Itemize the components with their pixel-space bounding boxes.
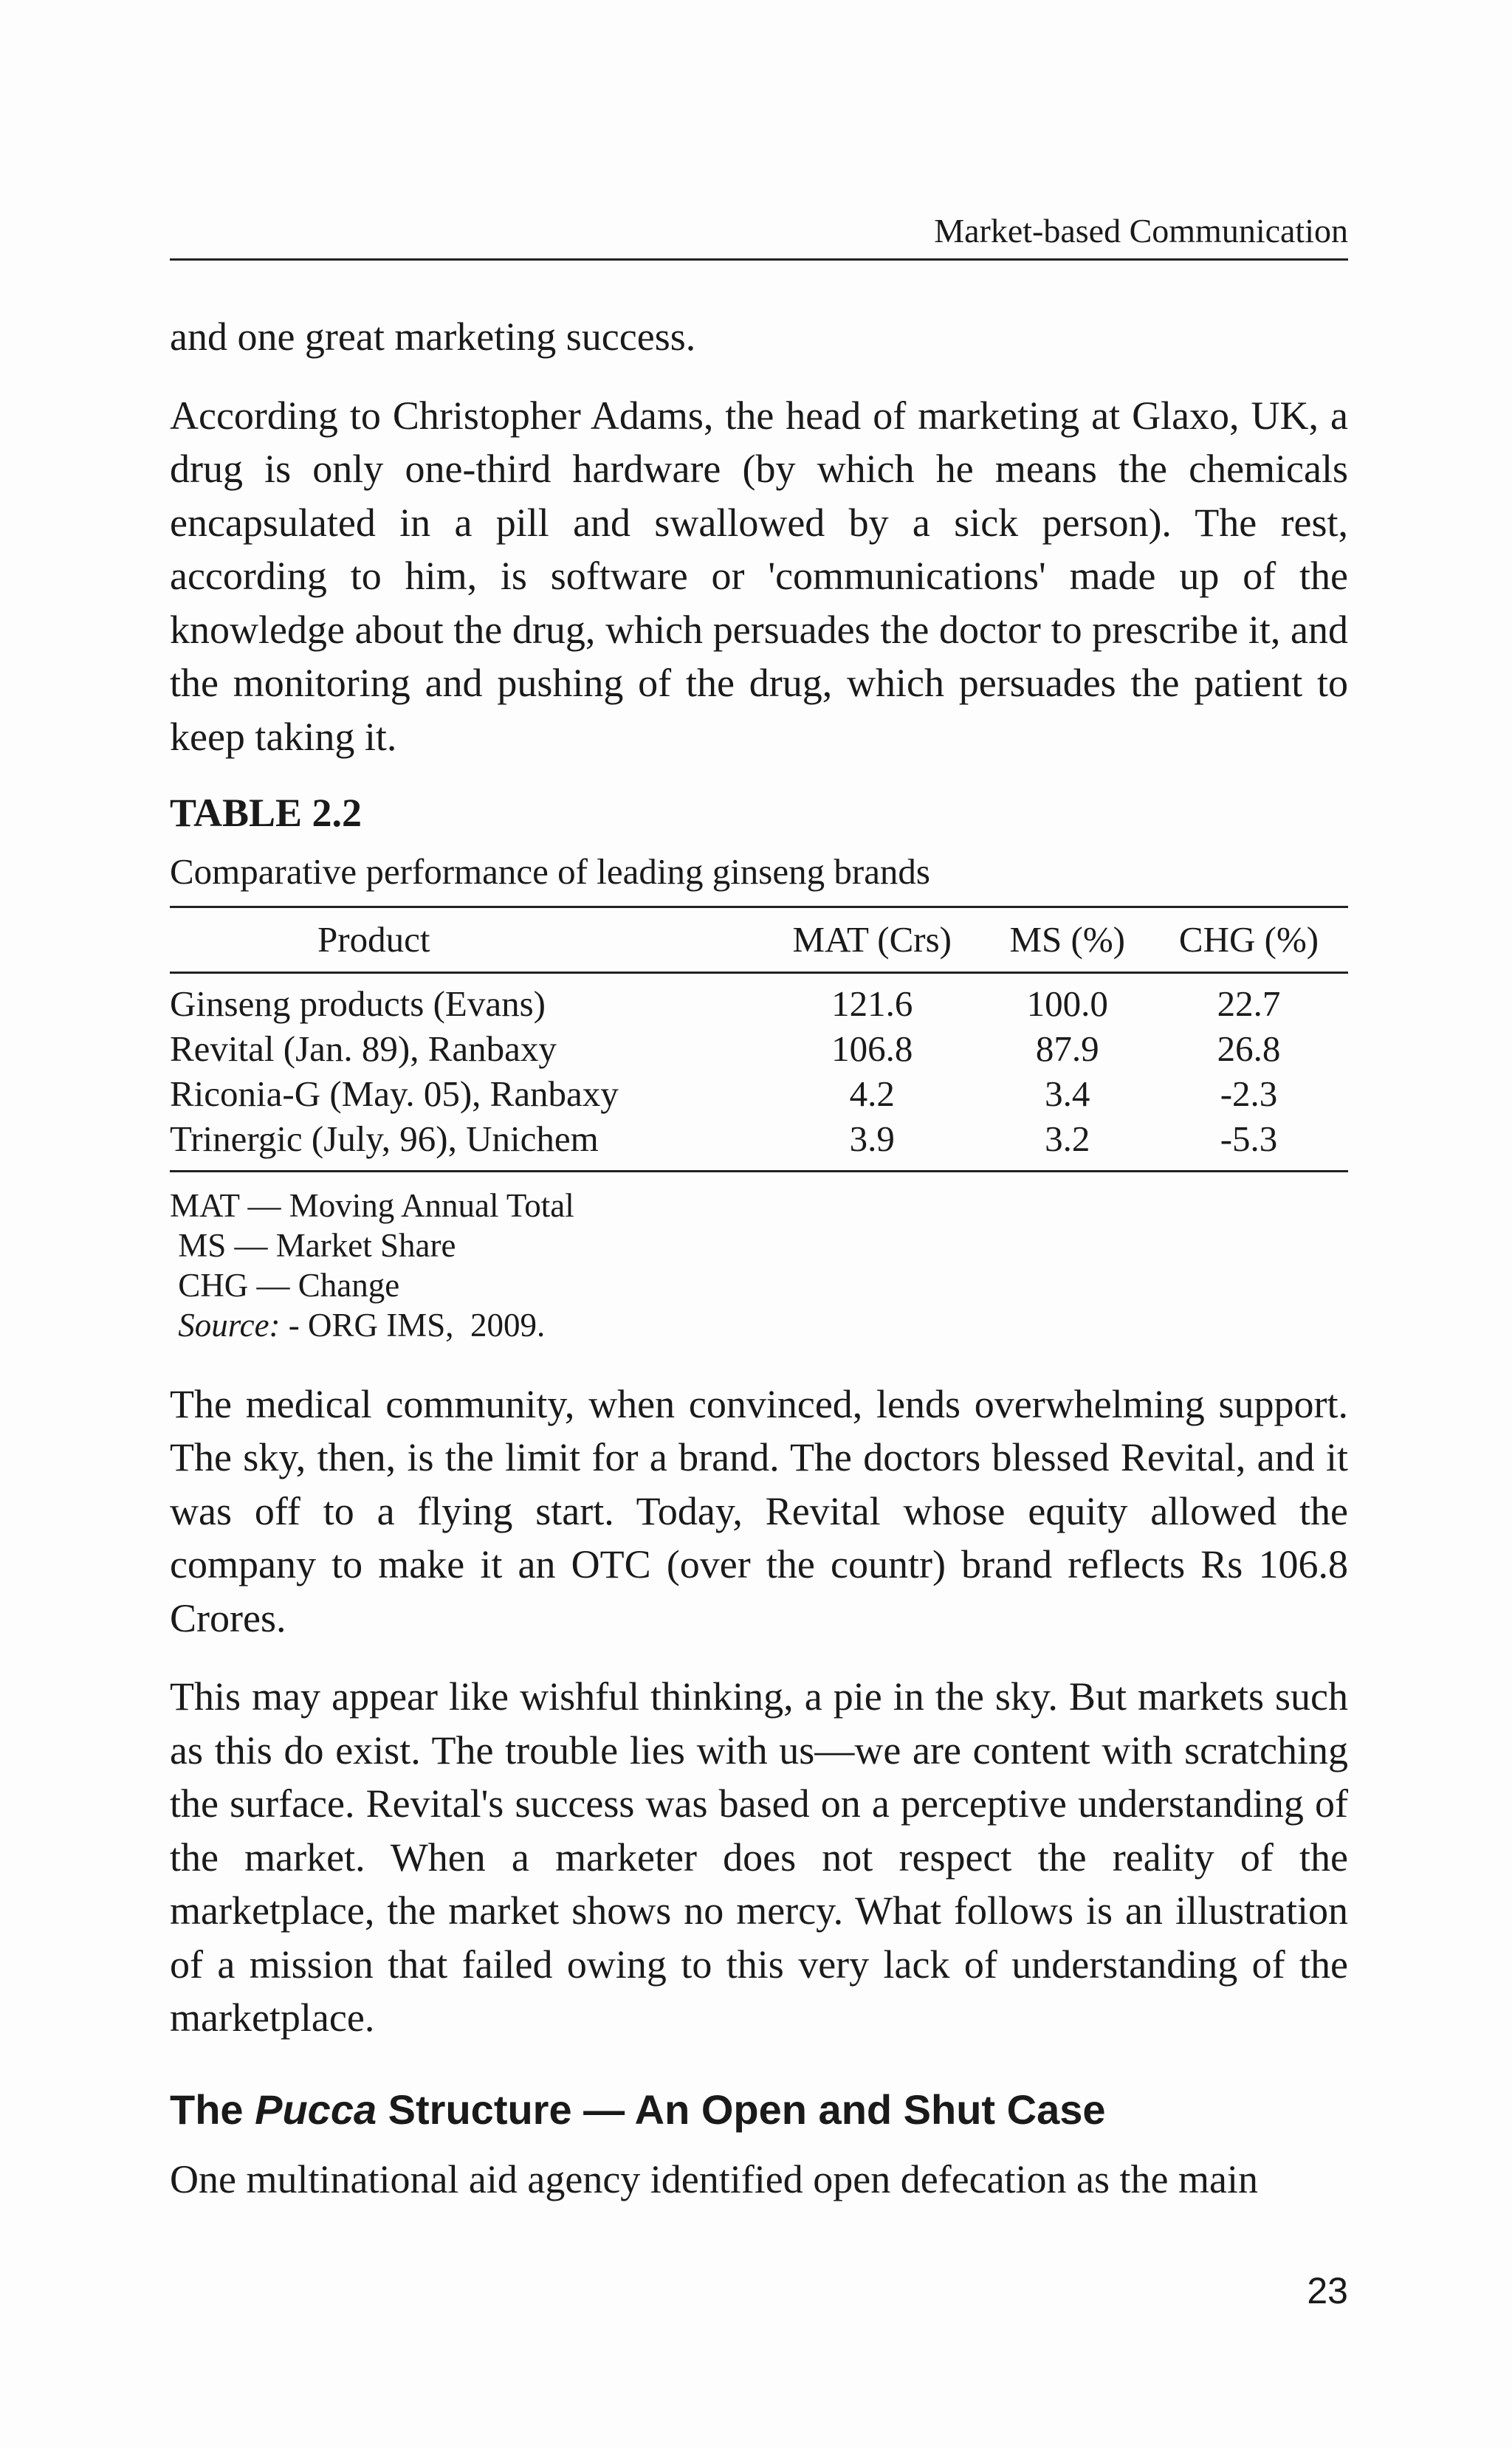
table-row bbox=[170, 1116, 1348, 1172]
cell-ms: 100.0 bbox=[1026, 983, 1108, 1024]
section-heading bbox=[170, 2086, 1348, 2133]
note-chg: CHG — Change bbox=[170, 1266, 400, 1304]
ginseng-table bbox=[170, 906, 1348, 1172]
cell-chg: 22.7 bbox=[1217, 983, 1281, 1024]
cell-product: Riconia-G (May. 05), Ranbaxy bbox=[170, 1073, 619, 1114]
table-label: TABLE 2.2 bbox=[170, 791, 362, 835]
column-header-mat: MAT (Crs) bbox=[759, 907, 985, 973]
page-content bbox=[170, 310, 1348, 2231]
note-ms: MS — Market Share bbox=[170, 1226, 456, 1264]
source-label: Source: bbox=[178, 1306, 281, 1344]
table-row bbox=[170, 1026, 1348, 1071]
source-text: - ORG IMS, 2009. bbox=[280, 1306, 546, 1344]
cell-ms: 3.4 bbox=[1045, 1073, 1090, 1114]
note-mat: MAT — Moving Annual Total bbox=[170, 1186, 574, 1224]
table-row bbox=[170, 1071, 1348, 1116]
paragraph-4: This may appear like wishful thinking, a pie in the sky. But markets such as this do exist. The trouble lies with us—we are content with scratching the surface. Revital's success was based on a perceptive understanding of the market. When a marketer does not respect the reality of the marketplace, the market shows no mercy. What follows is an illustration of a mission that failed owing to this very lack of understanding of the marketplace. bbox=[170, 1674, 1348, 2040]
paragraph-1: and one great marketing success. bbox=[170, 314, 696, 359]
cell-mat: 4.2 bbox=[849, 1073, 895, 1114]
paragraph-5: One multinational aid agency identified open defecation as the main bbox=[170, 2156, 1258, 2201]
cell-chg: 26.8 bbox=[1217, 1028, 1281, 1069]
cell-mat: 121.6 bbox=[831, 983, 913, 1024]
running-head: Market-based Communication bbox=[934, 212, 1348, 250]
paragraph-3: The medical community, when convinced, lends overwhelming support. The sky, then, is the limit for a brand. The doctors blessed Revital, and it was off to a flying start. Today, Revital whose equity allowed the company to make it an OTC (over the countr) brand reflects Rs 106.8 Crores. bbox=[170, 1381, 1348, 1640]
heading-part-2: Structure — An Open and Shut Case bbox=[377, 2086, 1106, 2133]
cell-chg: -5.3 bbox=[1150, 1116, 1348, 1172]
column-header-ms: MS (%) bbox=[985, 907, 1150, 973]
column-header-chg: CHG (%) bbox=[1150, 907, 1348, 973]
cell-product: Trinergic (July, 96), Unichem bbox=[170, 1116, 759, 1172]
table-row bbox=[170, 972, 1348, 1026]
cell-chg: -2.3 bbox=[1220, 1073, 1278, 1114]
table-header-row bbox=[170, 907, 1348, 973]
cell-ms: 87.9 bbox=[1035, 1028, 1099, 1069]
column-header-product: Product bbox=[170, 907, 759, 973]
table-caption: Comparative performance of leading ginseng brands bbox=[170, 851, 931, 892]
cell-product: Ginseng products (Evans) bbox=[170, 983, 546, 1024]
heading-italic-word: Pucca bbox=[255, 2086, 377, 2133]
heading-part-1: The bbox=[170, 2086, 255, 2133]
cell-ms: 3.2 bbox=[985, 1116, 1150, 1172]
cell-mat: 3.9 bbox=[759, 1116, 985, 1172]
cell-mat: 106.8 bbox=[831, 1028, 913, 1069]
paragraph-2: According to Christopher Adams, the head of marketing at Glaxo, UK, a drug is only one-third hardware (by which he means the chemicals encapsulated in a pill and swallowed by a sick person). The rest, according to him, is software or 'communications' made up of the knowledge about the drug, which persuades the doctor to prescribe it, and the monitoring and pushing of the drug, which persuades the patient to keep taking it. bbox=[170, 393, 1348, 759]
note-source bbox=[170, 1305, 1348, 1345]
table-notes bbox=[170, 1186, 1348, 1345]
header-rule bbox=[170, 258, 1348, 261]
page-number: 23 bbox=[1307, 2270, 1348, 2311]
cell-product: Revital (Jan. 89), Ranbaxy bbox=[170, 1028, 557, 1069]
